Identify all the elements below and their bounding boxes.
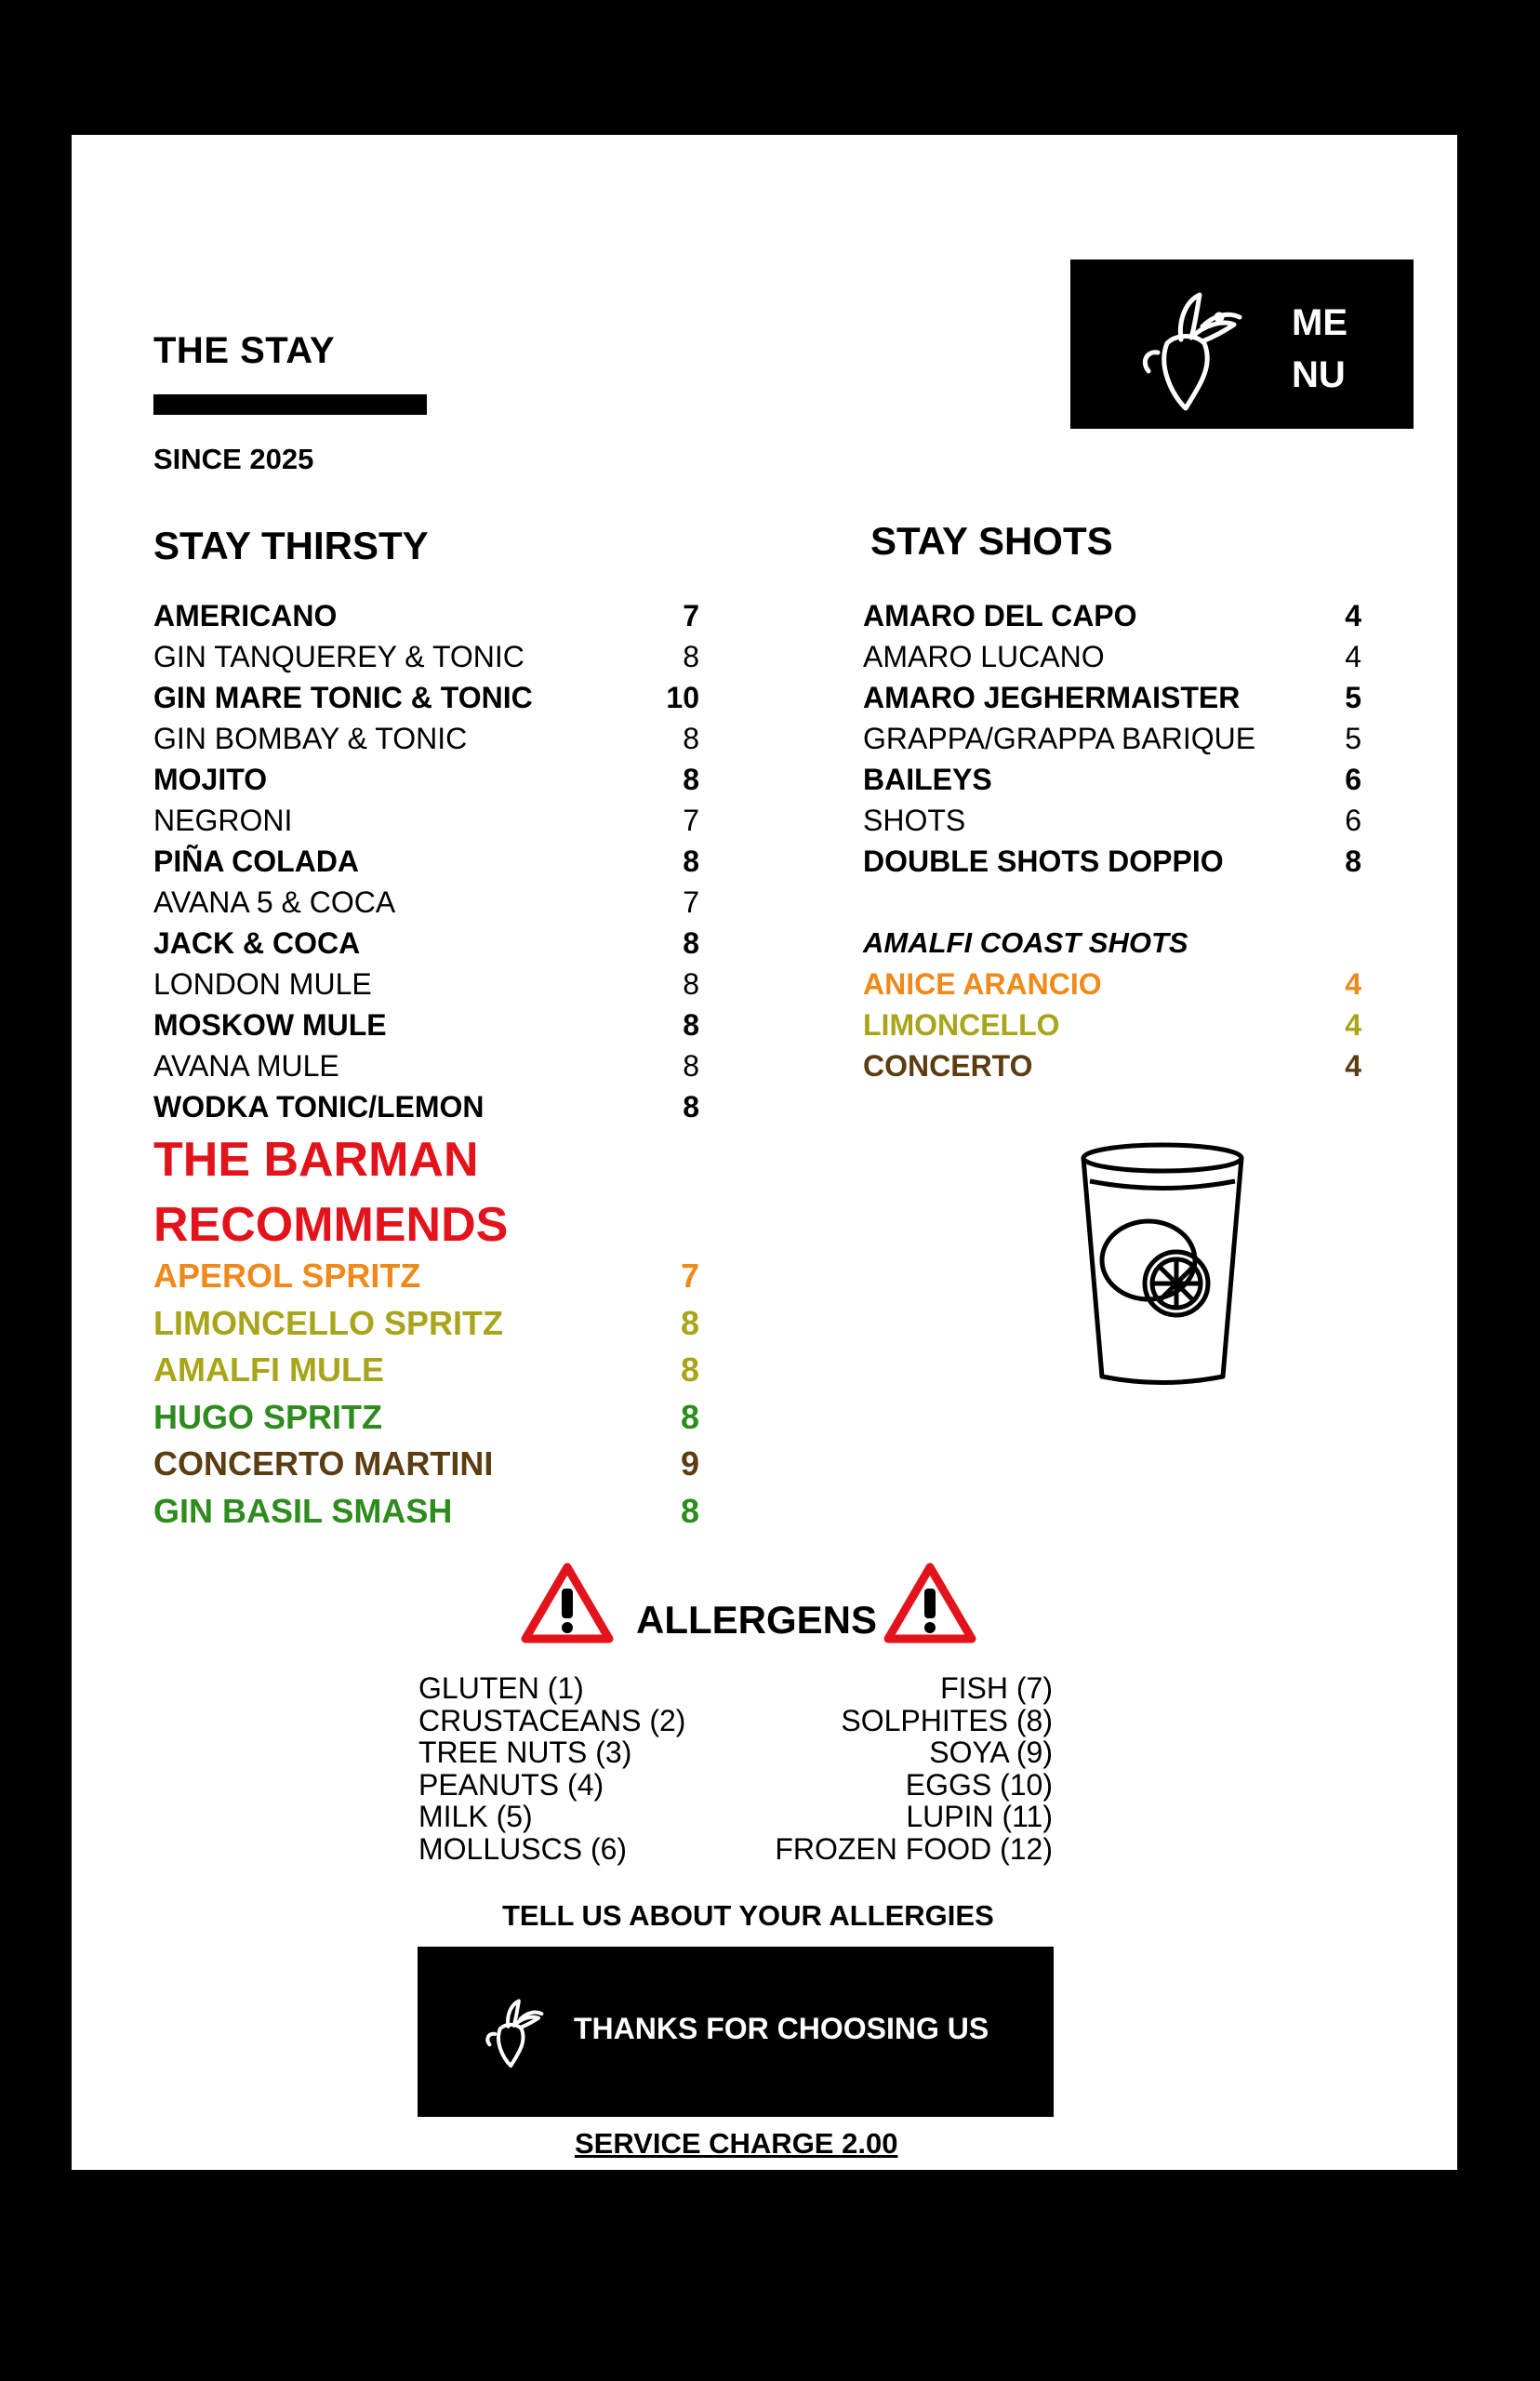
menu-item-name: AVANA MULE: [153, 1049, 339, 1083]
menu-item-name: GIN BOMBAY & TONIC: [153, 722, 468, 755]
menu-item-price: 7: [683, 804, 699, 837]
menu-item-price: 8: [680, 1350, 699, 1389]
menu-item-price: 5: [1345, 722, 1361, 755]
stay-thirsty-title: STAY THIRSTY: [153, 524, 429, 567]
menu-item-name: AMARO JEGHERMAISTER: [863, 681, 1241, 714]
menu-item-name: MOJITO: [153, 763, 268, 796]
menu-item-name: GIN MARE TONIC & TONIC: [153, 681, 533, 714]
allergen-entry: GLUTEN (1): [418, 1671, 584, 1705]
allergen-entry: MOLLUSCS (6): [418, 1831, 628, 1866]
barman-title-line2: RECOMMENDS: [153, 1198, 509, 1252]
menu-item-price: 6: [1345, 804, 1361, 837]
menu-item-name: SHOTS: [863, 804, 966, 837]
menu-item-price: 4: [1345, 1008, 1361, 1042]
menu-item-name: LIMONCELLO SPRITZ: [153, 1303, 503, 1342]
brand-underline: [153, 394, 427, 415]
brand-name: THE STAY: [153, 330, 336, 371]
warning-triangle-icon: [521, 1563, 614, 1644]
menu-item-price: 7: [683, 599, 699, 632]
menu-item-price: 8: [680, 1397, 699, 1436]
barman-title-line1: THE BARMAN: [153, 1133, 479, 1187]
menu-item-name: CONCERTO MARTINI: [153, 1444, 494, 1483]
menu-item-price: 8: [683, 640, 699, 673]
menu-label: [1292, 297, 1348, 401]
menu-item-name: GIN TANQUEREY & TONIC: [153, 640, 524, 673]
menu-item-name: BAILEYS: [863, 763, 992, 796]
allergen-entry: EGGS (10): [905, 1767, 1053, 1802]
menu-item-price: 8: [680, 1491, 699, 1530]
menu-item-price: 6: [1345, 763, 1361, 796]
menu-item-price: 4: [1345, 640, 1361, 673]
menu-item-name: PIÑA COLADA: [153, 845, 360, 878]
carrot-bird-icon: [479, 1980, 553, 2082]
menu-item-price: 8: [683, 967, 699, 1001]
menu-item-name: DOUBLE SHOTS DOPPIO: [863, 845, 1224, 878]
thanks-text: THANKS FOR CHOOSING US: [574, 2012, 989, 2045]
menu-item-name: LIMONCELLO: [863, 1008, 1060, 1042]
menu-item-name: AMALFI MULE: [153, 1350, 384, 1389]
menu-item-name: APEROL SPRITZ: [153, 1257, 421, 1295]
allergen-entry: LUPIN (11): [906, 1800, 1053, 1833]
barman-recommends-title: [153, 1127, 618, 1257]
menu-item-name: HUGO SPRITZ: [153, 1397, 383, 1436]
menu-label-line1: ME: [1292, 302, 1348, 343]
menu-item-price: 8: [683, 1008, 699, 1042]
allergen-entry: SOLPHITES (8): [841, 1703, 1053, 1737]
service-charge: SERVICE CHARGE 2.00: [575, 2127, 898, 2160]
menu-item-price: 4: [1345, 1049, 1361, 1083]
menu-item-name: JACK & COCA: [153, 926, 361, 960]
menu-item-name: GRAPPA/GRAPPA BARIQUE: [863, 722, 1256, 755]
menu-badge: [1070, 259, 1414, 429]
menu-item-price: 4: [1345, 967, 1361, 1001]
thanks-banner: [418, 1947, 1054, 2117]
menu-item-price: 5: [1345, 681, 1361, 714]
menu-item-name: WODKA TONIC/LEMON: [153, 1090, 485, 1124]
menu-item-name: AMARO DEL CAPO: [863, 599, 1137, 632]
menu-item-price: 7: [680, 1257, 699, 1295]
warning-triangle-icon: [883, 1563, 976, 1644]
menu-item-name: AVANA 5 & COCA: [153, 885, 396, 919]
amalfi-shots-title: AMALFI COAST SHOTS: [863, 926, 1188, 959]
menu-label-line2: NU: [1292, 354, 1346, 395]
menu-item-price: 9: [680, 1444, 699, 1483]
menu-item-price: 4: [1345, 599, 1361, 632]
carrot-bird-icon: [1130, 278, 1260, 418]
menu-item-name: MOSKOW MULE: [153, 1008, 387, 1042]
menu-item-price: 8: [683, 763, 699, 796]
allergens-title: ALLERGENS: [636, 1598, 878, 1642]
menu-item-price: 8: [683, 1090, 699, 1124]
menu-item-price: 8: [683, 845, 699, 878]
allergen-entry: FROZEN FOOD (12): [775, 1831, 1053, 1866]
menu-item-name: LONDON MULE: [153, 967, 372, 1001]
menu-item-price: 8: [1345, 845, 1361, 878]
since-label: SINCE 2025: [153, 443, 314, 475]
allergens-left-list: [418, 1672, 685, 1865]
lemon-cup-icon: [1069, 1139, 1255, 1390]
menu-item-name: CONCERTO: [863, 1049, 1033, 1083]
allergens-right-list: [725, 1672, 1053, 1865]
menu-item-name: NEGRONI: [153, 804, 293, 837]
allergies-notice: TELL US ABOUT YOUR ALLERGIES: [502, 1899, 994, 1932]
menu-item-price: 7: [683, 885, 699, 919]
menu-item-price: 10: [666, 681, 699, 714]
menu-item-price: 8: [680, 1303, 699, 1342]
menu-item-price: 8: [683, 926, 699, 960]
allergen-entry: CRUSTACEANS (2): [418, 1703, 686, 1737]
menu-item-price: 8: [683, 722, 699, 755]
allergen-entry: FISH (7): [940, 1671, 1053, 1705]
menu-item-name: AMERICANO: [153, 599, 338, 632]
allergen-entry: TREE NUTS (3): [418, 1736, 632, 1769]
menu-item-name: GIN BASIL SMASH: [153, 1491, 453, 1530]
allergen-entry: MILK (5): [418, 1800, 533, 1833]
allergen-entry: SOYA (9): [929, 1736, 1053, 1769]
allergen-entry: PEANUTS (4): [418, 1767, 604, 1802]
stay-shots-title: STAY SHOTS: [870, 519, 1113, 563]
menu-item-price: 8: [683, 1049, 699, 1083]
menu-item-name: ANICE ARANCIO: [863, 967, 1102, 1001]
menu-item-name: AMARO LUCANO: [863, 640, 1105, 673]
